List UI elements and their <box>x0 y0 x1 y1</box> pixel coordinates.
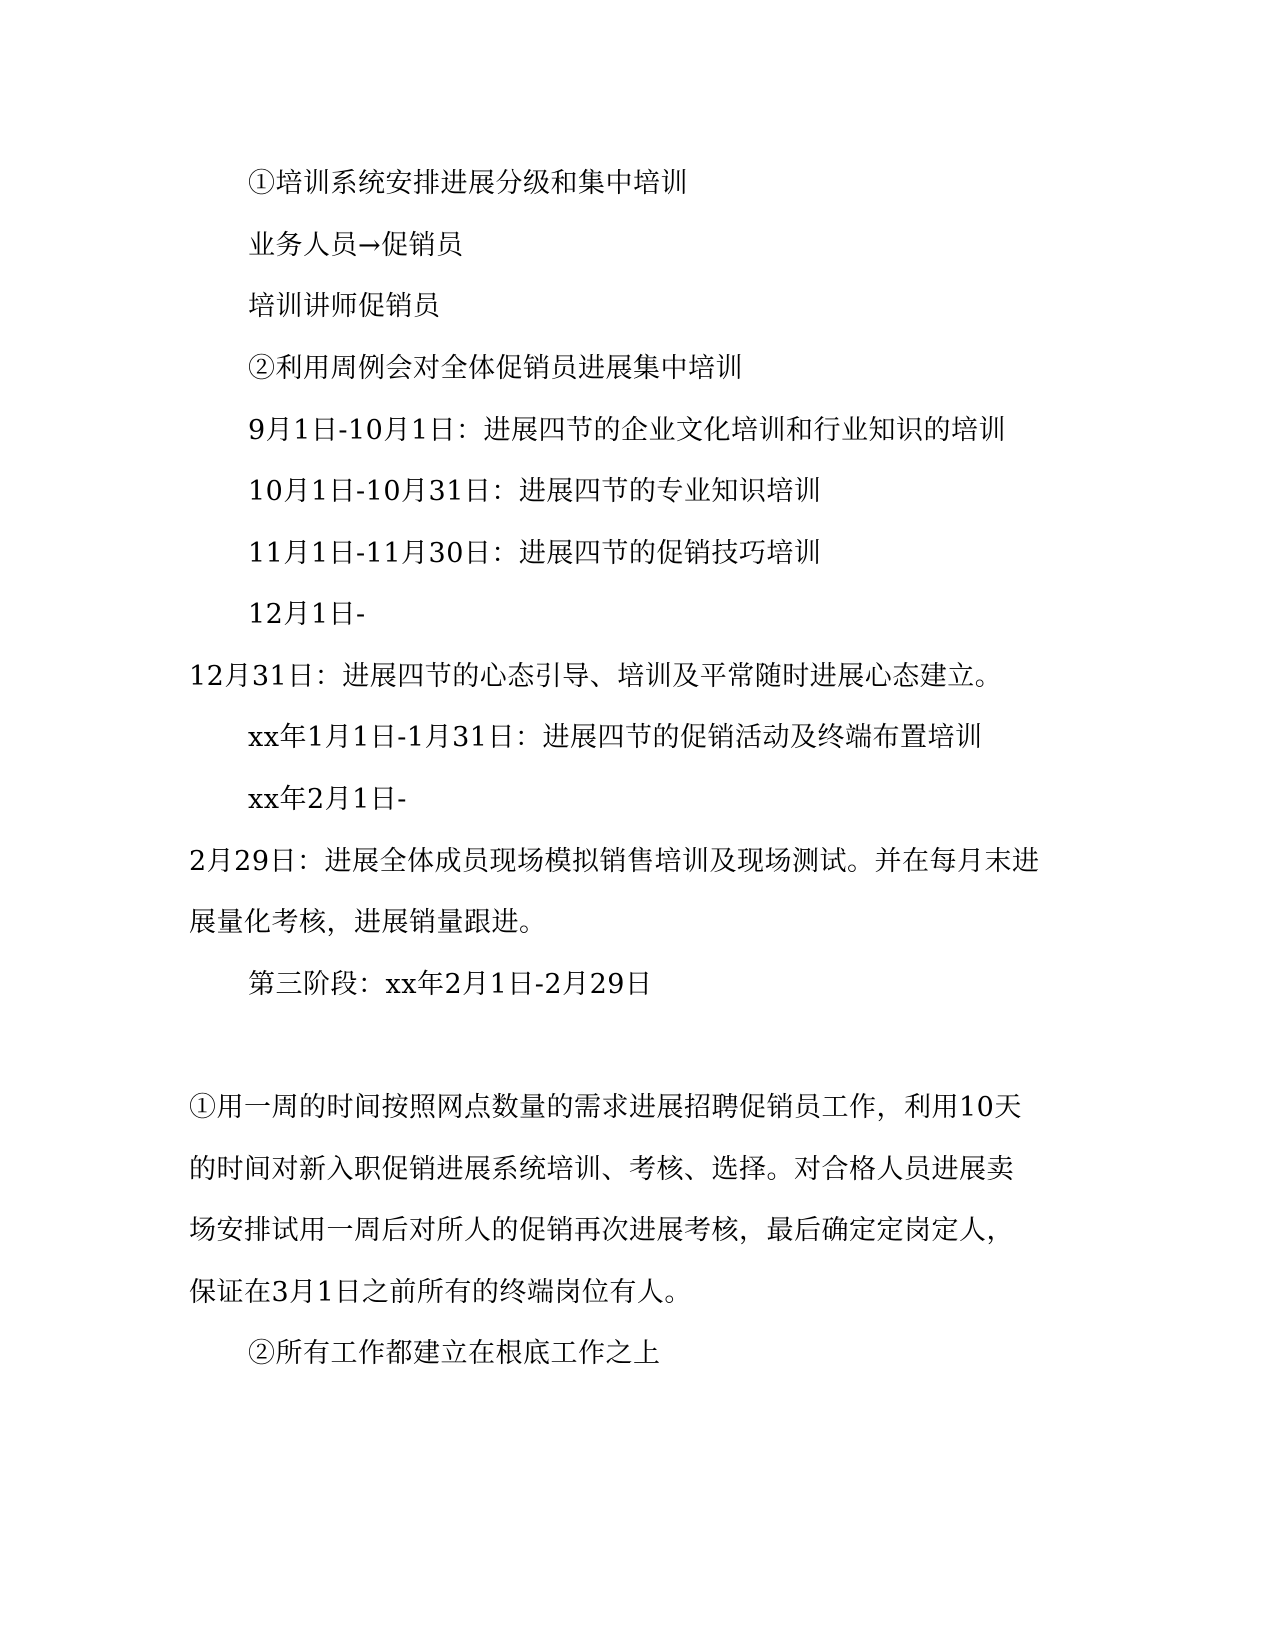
text-line-11: xx年2月1日- <box>248 784 407 815</box>
section-heading: 第三阶段：xx年2月1日-2月29日 <box>248 969 653 1000</box>
text-line-12: 2月29日：进展全体成员现场模拟销售培训及现场测试。并在每月末进 <box>189 846 1040 877</box>
text-line-19: ②所有工作都建立在根底工作之上 <box>248 1338 661 1369</box>
text-line-5: 9月1日-10月1日：进展四节的企业文化培训和行业知识的培训 <box>248 415 1007 446</box>
text-line-1: ①培训系统安排进展分级和集中培训 <box>248 168 688 199</box>
text-line-8: 12月1日- <box>248 599 366 630</box>
text-line-7: 11月1日-11月30日：进展四节的促销技巧培训 <box>248 538 822 569</box>
text-line-13: 展量化考核，进展销量跟进。 <box>189 907 547 938</box>
text-line-18: 保证在3月1日之前所有的终端岗位有人。 <box>189 1277 692 1308</box>
text-line-4: ②利用周例会对全体促销员进展集中培训 <box>248 353 743 384</box>
text-line-2: 业务人员→促销员 <box>248 230 464 261</box>
text-line-6: 10月1日-10月31日：进展四节的专业知识培训 <box>248 476 822 507</box>
text-line-17: 场安排试用一周后对所人的促销再次进展考核，最后确定定岗定人， <box>189 1215 1014 1246</box>
text-line-10: xx年1月1日-1月31日：进展四节的促销活动及终端布置培训 <box>248 722 983 753</box>
text-line-9: 12月31日：进展四节的心态引导、培训及平常随时进展心态建立。 <box>189 661 1003 692</box>
text-line-3: 培训讲师促销员 <box>248 291 441 322</box>
text-line-15: ①用一周的时间按照网点数量的需求进展招聘促销员工作，利用10天 <box>189 1092 1022 1123</box>
text-line-16: 的时间对新入职促销进展系统培训、考核、选择。对合格人员进展卖 <box>189 1154 1014 1185</box>
